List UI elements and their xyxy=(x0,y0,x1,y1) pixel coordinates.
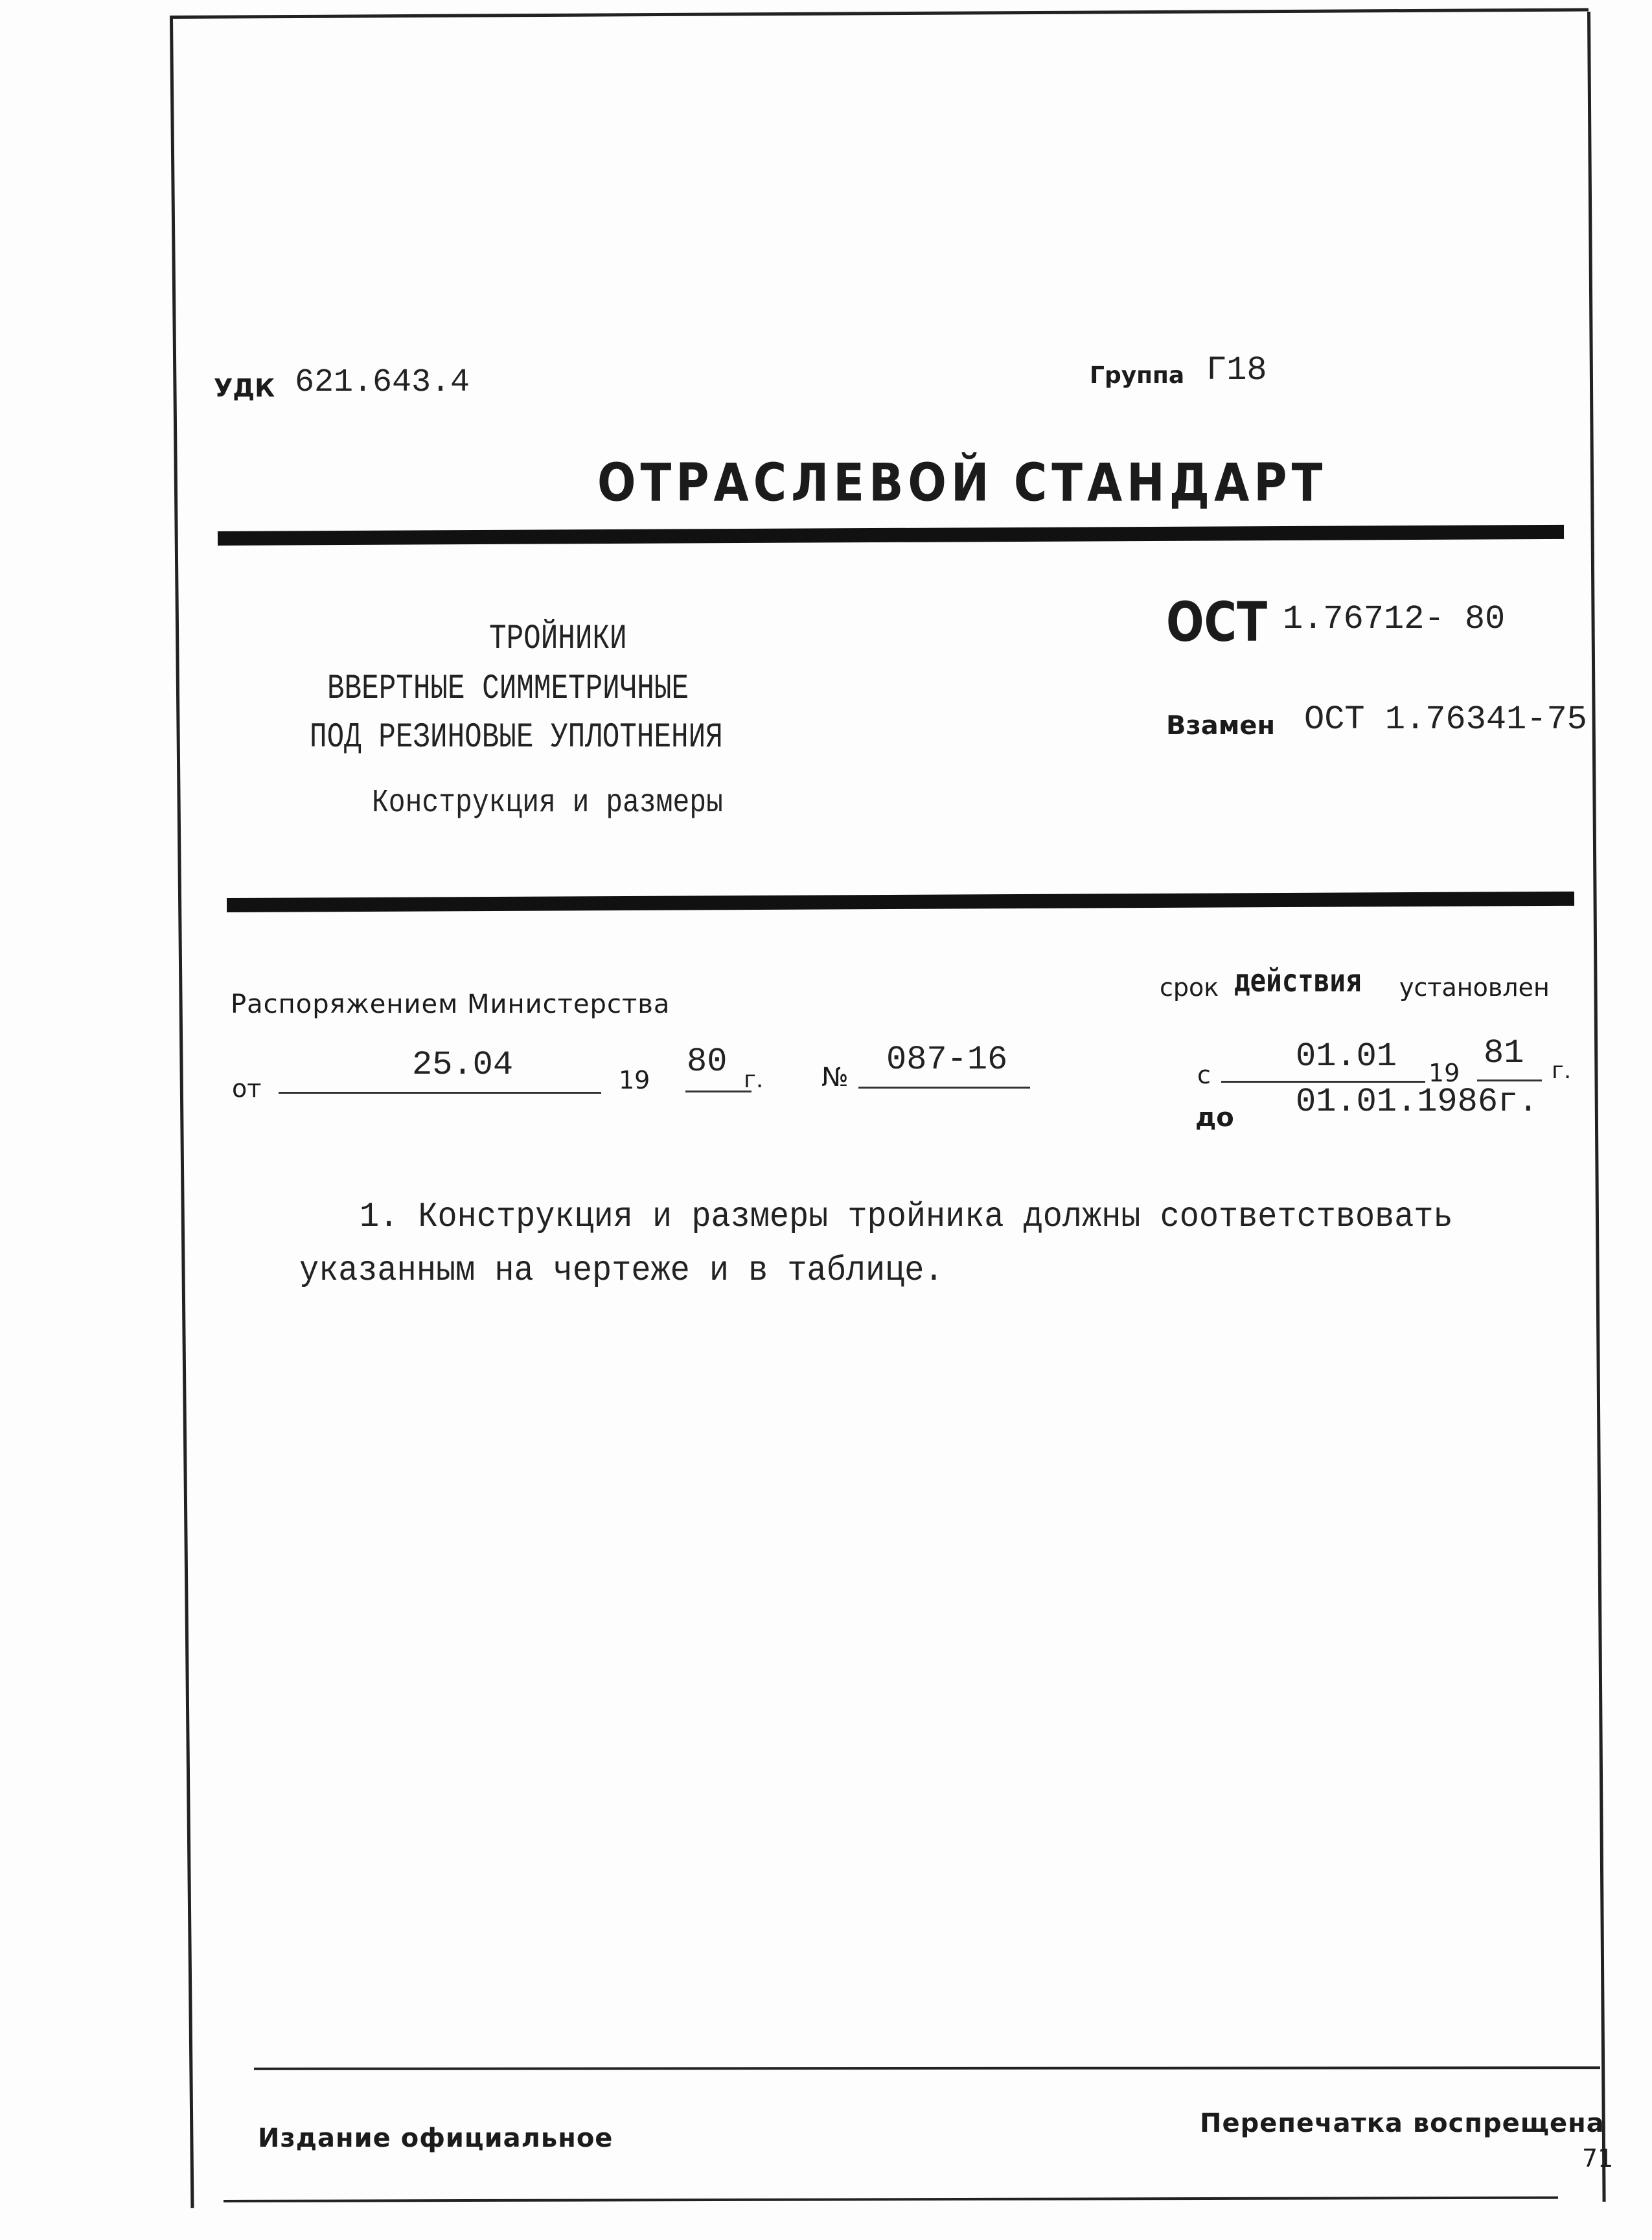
replaces-label: Взамен xyxy=(1166,711,1276,741)
validity-from-label: с xyxy=(1197,1061,1211,1089)
sheet-border-bottom xyxy=(224,2197,1558,2202)
validity-label-middle: действия xyxy=(1234,963,1362,999)
product-subtitle: Конструкция и размеры xyxy=(372,785,723,822)
order-from-label: от xyxy=(232,1074,262,1103)
order-number: 087-16 xyxy=(886,1041,1008,1079)
order-year-underline xyxy=(685,1091,751,1092)
sheet-border-right xyxy=(1587,12,1606,2202)
validity-year-suffix: г. xyxy=(1552,1057,1572,1084)
order-number-underline xyxy=(858,1087,1030,1089)
product-line-1: ТРОЙНИКИ xyxy=(489,619,627,659)
sheet-border-left xyxy=(170,18,194,2208)
validity-from-date: 01.01 xyxy=(1296,1037,1397,1076)
order-date: 25.04 xyxy=(412,1046,514,1084)
page-title: ОТРАСЛЕВОЙ СТАНДАРТ xyxy=(597,452,1327,514)
body-paragraph-line-1: 1. Конструкция и размеры тройника должны соответствовать xyxy=(360,1197,1453,1237)
validity-to-label: до xyxy=(1195,1103,1234,1133)
product-line-3: ПОД РЕЗИНОВЫЕ УПЛОТНЕНИЯ xyxy=(310,718,723,757)
validity-label-prefix: срок xyxy=(1160,973,1219,1002)
validity-year-underline xyxy=(1477,1080,1542,1081)
sheet-border-top xyxy=(170,8,1589,19)
validity-label-suffix: установлен xyxy=(1399,973,1550,1002)
title-thick-rule xyxy=(218,525,1564,546)
section-thick-rule xyxy=(227,892,1574,912)
standard-prefix: ОСТ xyxy=(1166,590,1268,654)
page-number: 71 xyxy=(1582,2144,1614,2173)
validity-to-date: 01.01.1986г. xyxy=(1296,1083,1539,1121)
validity-year: 81 xyxy=(1484,1034,1524,1072)
group-value: Г18 xyxy=(1206,351,1267,389)
group-label: Группа xyxy=(1090,362,1185,389)
footer-reprint-prohibited: Перепечатка воспрещена xyxy=(1200,2108,1605,2138)
body-paragraph-line-2: указанным на чертеже и в таблице. xyxy=(299,1251,944,1291)
validity-year-prefix: 19 xyxy=(1428,1059,1460,1087)
standard-number: 1.76712- 80 xyxy=(1283,600,1506,638)
udk-label: УДК xyxy=(214,374,275,402)
replaces-value: ОСТ 1.76341-75 xyxy=(1304,700,1587,739)
footer-rule xyxy=(254,2066,1600,2070)
order-number-label: № xyxy=(821,1063,849,1092)
order-year-prefix: 19 xyxy=(619,1066,650,1094)
product-line-2: ВВЕРТНЫЕ СИММЕТРИЧНЫЕ xyxy=(327,669,689,709)
footer-official-edition: Издание официальное xyxy=(258,2123,614,2153)
udk-value: 621.643.4 xyxy=(295,364,470,401)
order-label: Распоряжением Министерства xyxy=(231,989,671,1019)
order-year-suffix: г. xyxy=(744,1067,764,1093)
order-year: 80 xyxy=(687,1043,728,1081)
order-date-underline xyxy=(279,1092,601,1094)
